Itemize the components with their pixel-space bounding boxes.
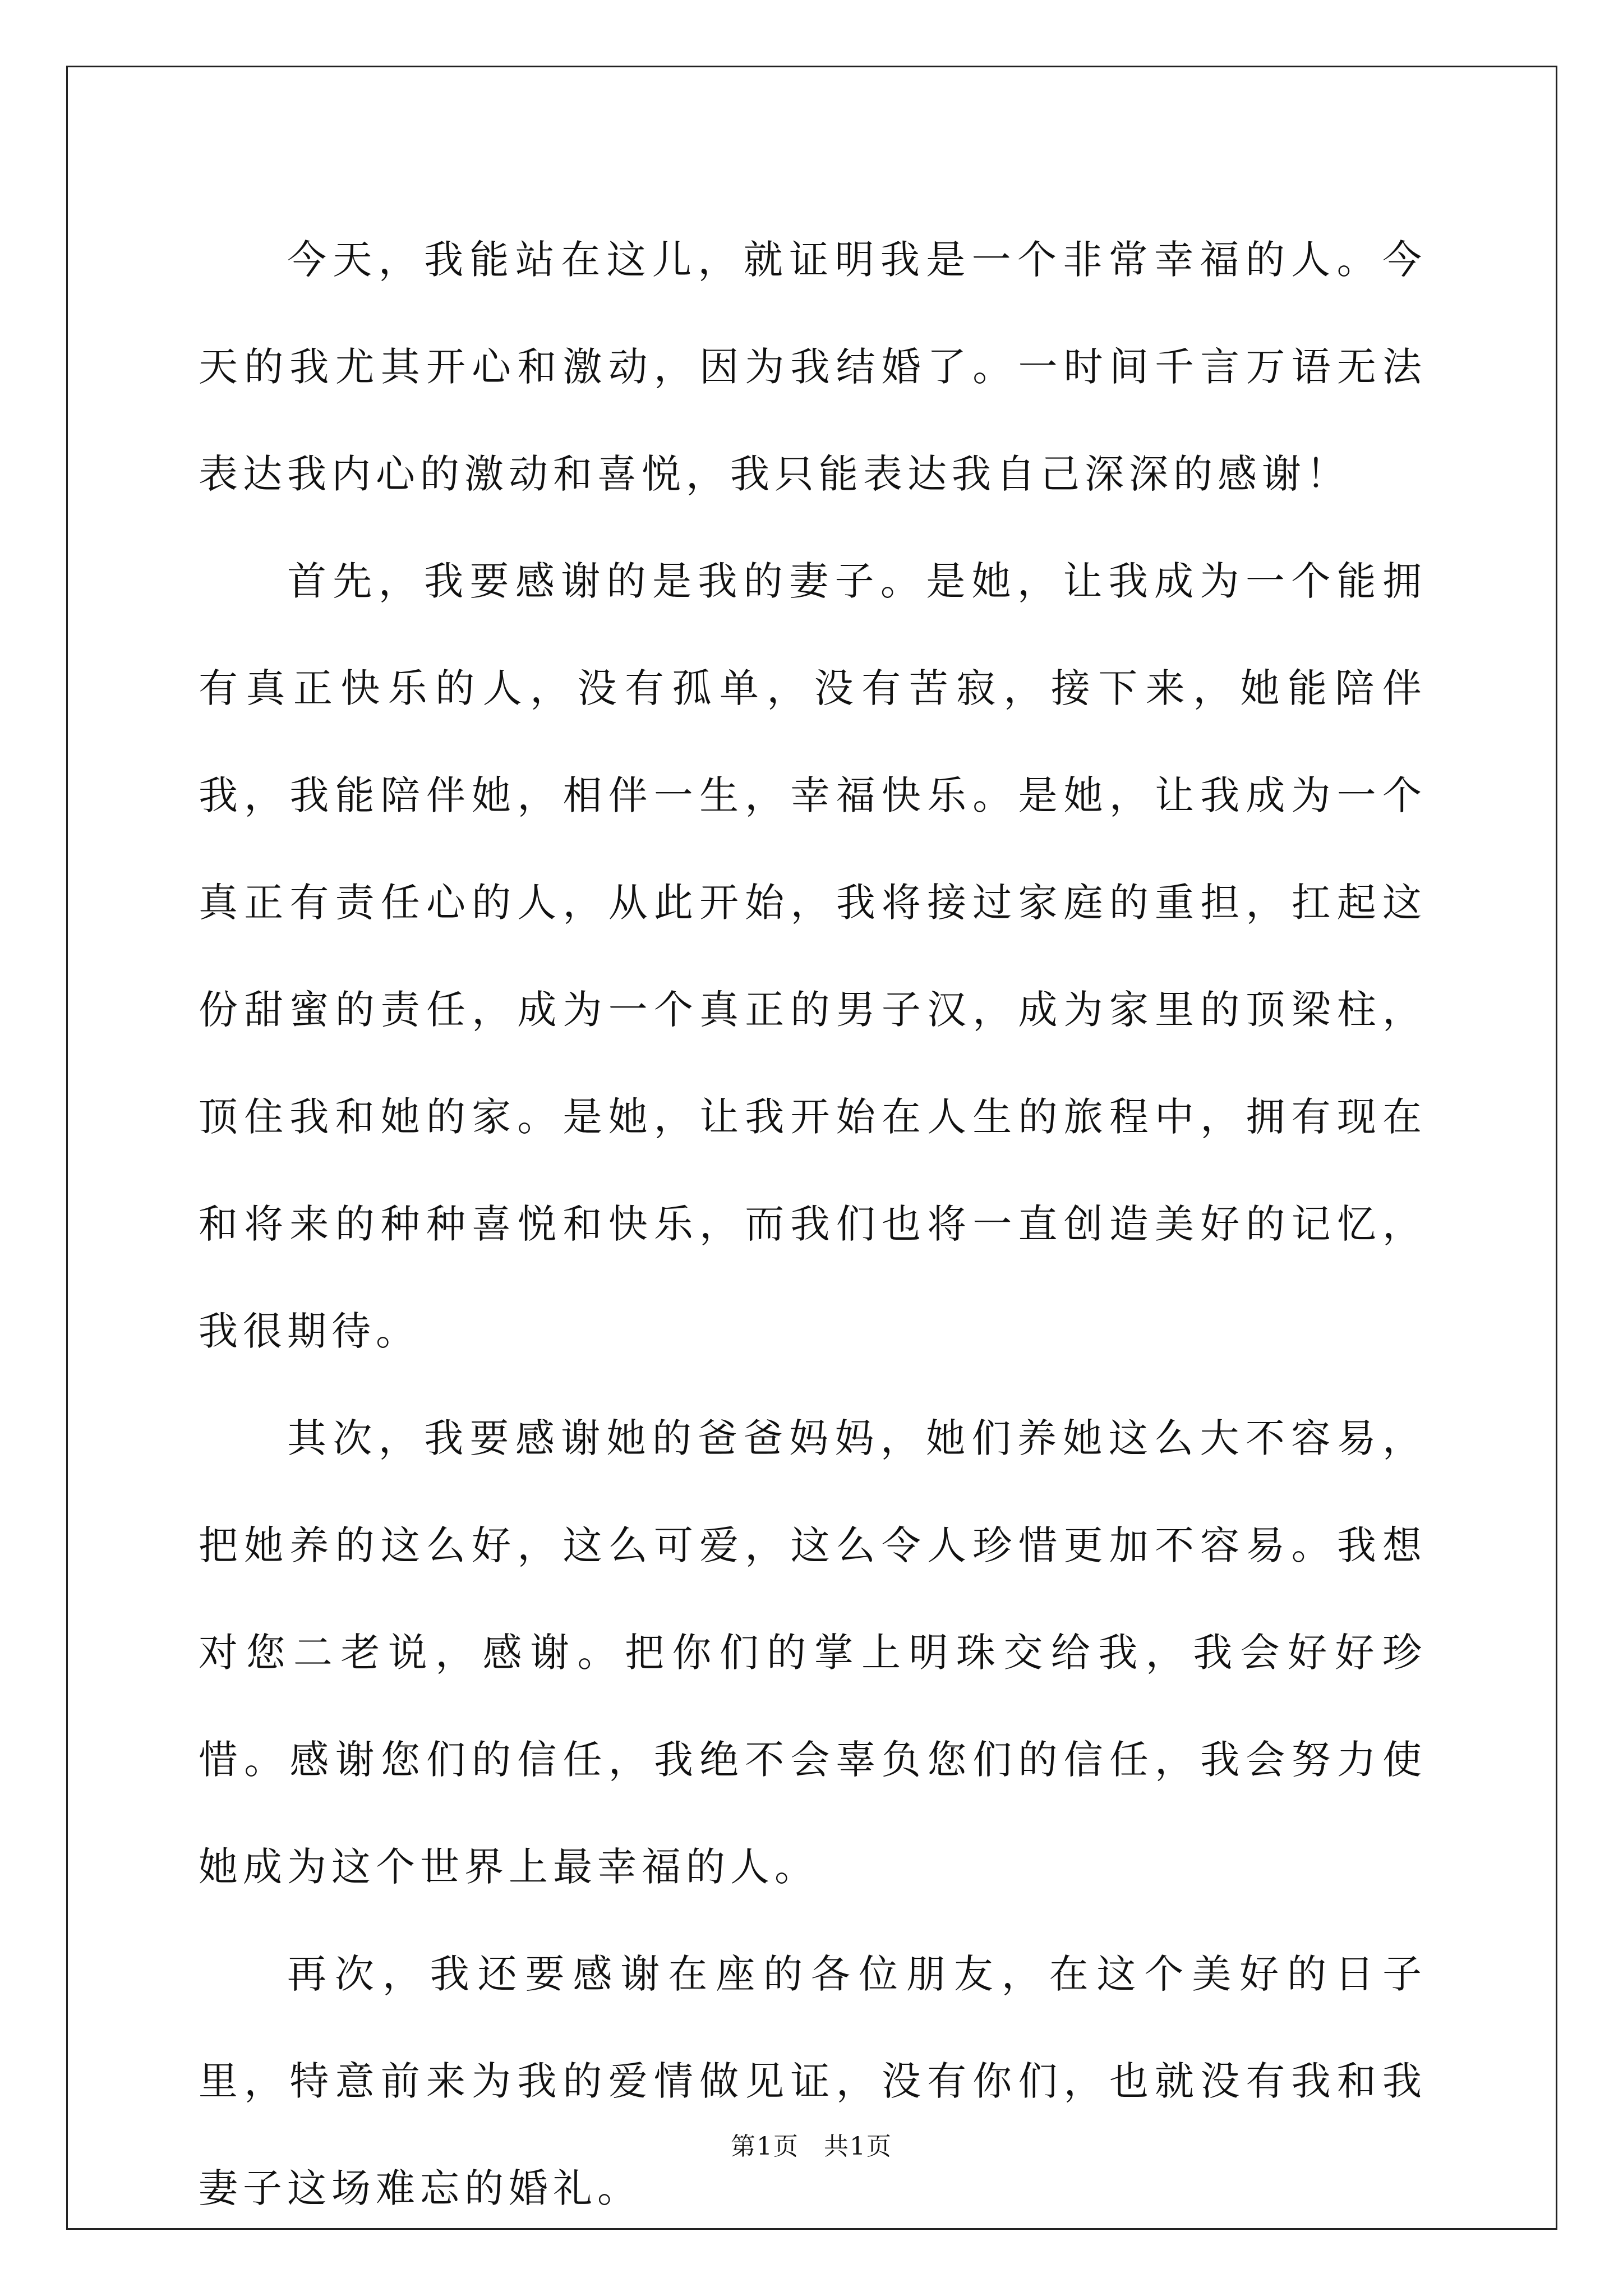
page-number: 第1页 xyxy=(731,2132,799,2161)
paragraph-3: 其次，我要感谢她的爸爸妈妈，她们养她这么大不容易，把她养的这么好，这么可爱，这么令人珍惜更加不容易。我想对您二老说，感谢。把你们的掌上明珠交给我，我会好好珍惜。感谢您们的信任，我绝不会辜负您们的信任，我会努力使她成为这个世界上最幸福的人。 xyxy=(199,1415,1427,1890)
page-footer xyxy=(0,2130,1623,2164)
paragraph-4: 再次，我还要感谢在座的各位朋友，在这个美好的日子里，特意前来为我的爱情做见证，没有你们，也就没有我和我妻子这场难忘的婚礼。 xyxy=(199,1951,1427,2211)
paragraph-1: 今天，我能站在这儿，就证明我是一个非常幸福的人。今天的我尤其开心和激动，因为我结婚了。一时间千言万语无法表达我内心的激动和喜悦，我只能表达我自己深深的感谢！ xyxy=(199,237,1427,497)
paragraph-2: 首先，我要感谢的是我的妻子。是她，让我成为一个能拥有真正快乐的人，没有孤单，没有苦寂，接下来，她能陪伴我，我能陪伴她，相伴一生，幸福快乐。是她，让我成为一个真正有责任心的人，从此开始，我将接过家庭的重担，扛起这份甜蜜的责任，成为一个真正的男子汉，成为家里的顶梁柱，顶住我和她的家。是她，让我开始在人生的旅程中，拥有现在和将来的种种喜悦和快乐，而我们也将一直创造美好的记忆，我很期待。 xyxy=(199,558,1427,1354)
document-body xyxy=(199,206,1427,2242)
page-total: 共1页 xyxy=(824,2132,892,2161)
